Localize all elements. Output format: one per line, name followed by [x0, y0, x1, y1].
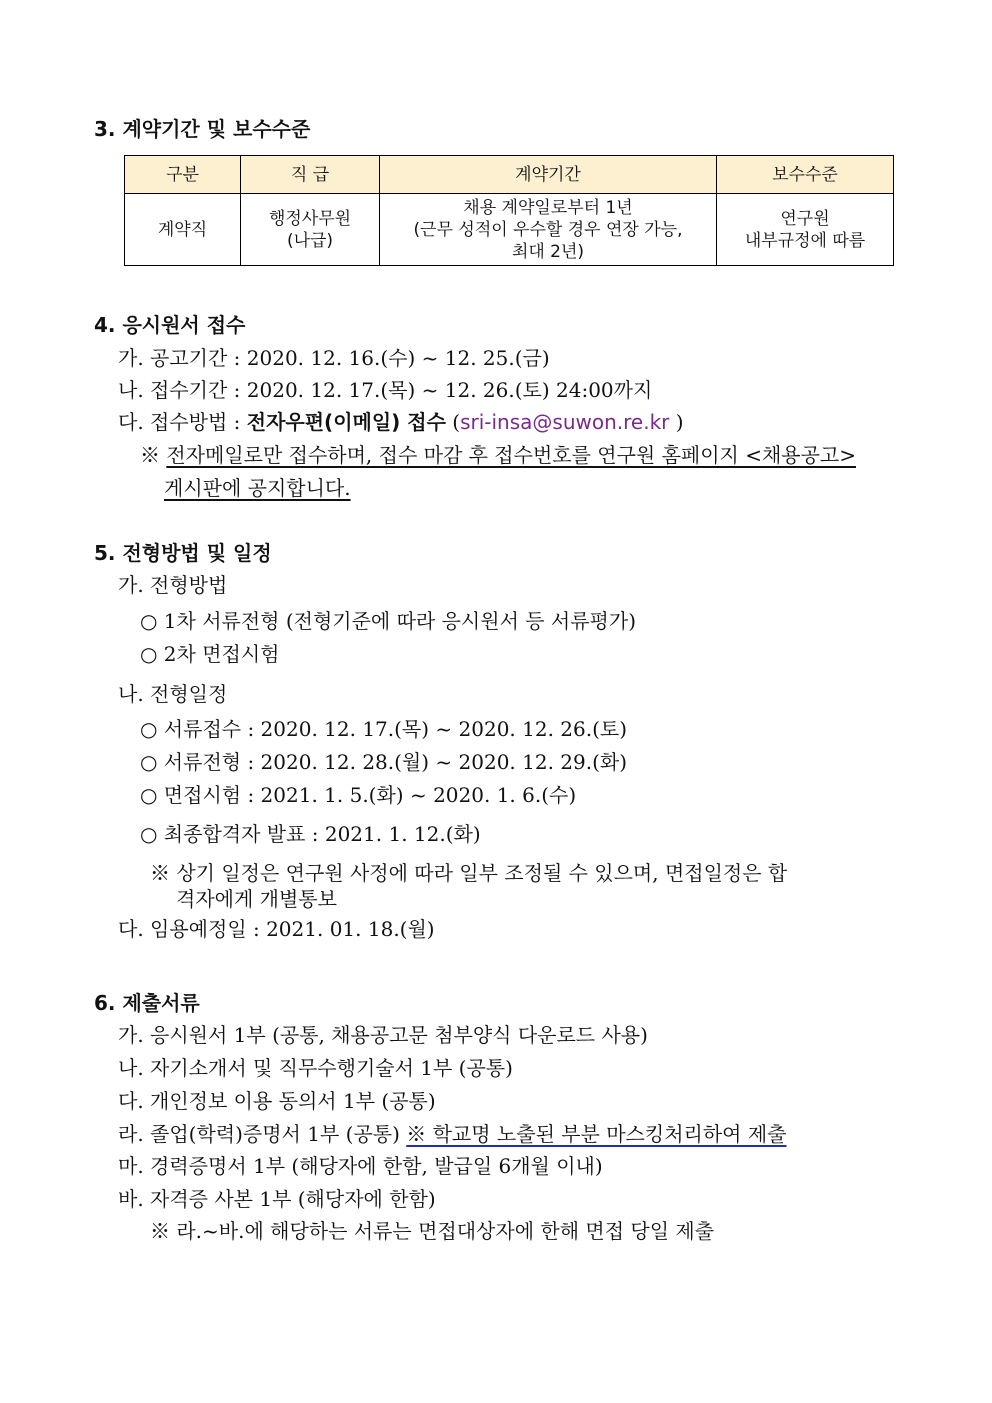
grade-line: (나급)	[286, 230, 334, 251]
posting-period: 가. 공고기간 : 2020. 12. 16.(수) ~ 12. 25.(금)	[118, 346, 550, 370]
period-line: (근무 성적이 우수할 경우 연장 가능,	[413, 219, 683, 240]
document-item-graduation	[118, 1122, 786, 1146]
document-item: 바. 자격증 사본 1부 (해당자에 한함)	[118, 1187, 436, 1211]
schedule-item: ○ 서류전형 : 2020. 12. 28.(월) ~ 2020. 12. 29.(화)	[140, 750, 628, 774]
note-mark: ※	[140, 443, 167, 467]
period-line: 최대 2년)	[511, 241, 585, 262]
receipt-method-label: 다. 접수방법 :	[118, 410, 247, 434]
table-row	[125, 194, 894, 266]
period-line: 채용 계약일로부터 1년	[463, 197, 633, 218]
section-6-heading: 6. 제출서류	[94, 991, 200, 1015]
grade-cell	[241, 194, 380, 266]
selection-method-item: ○ 2차 면접시험	[140, 642, 280, 666]
document-item: 가. 응시원서 1부 (공통, 채용공고문 첨부양식 다운로드 사용)	[118, 1023, 648, 1047]
selection-method-item: ○ 1차 서류전형 (전형기준에 따라 응시원서 등 서류평가)	[140, 609, 637, 633]
receipt-note-text: 전자메일로만 접수하며, 접수 마감 후 접수번호를 연구원 홈페이지 <채용공고>	[166, 443, 857, 467]
receipt-period: 나. 접수기간 : 2020. 12. 17.(목) ~ 12. 26.(토) 24:00까지	[118, 378, 653, 402]
document-item: 나. 자기소개서 및 직무수행기술서 1부 (공통)	[118, 1056, 513, 1080]
table-header-row	[125, 156, 894, 194]
table-header-cell: 직 급	[241, 156, 380, 194]
schedule-item: ○ 면접시험 : 2021. 1. 5.(화) ~ 2020. 1. 6.(수)	[140, 783, 577, 807]
pay-line: 연구원	[780, 208, 830, 229]
selection-method-title: 가. 전형방법	[118, 573, 228, 597]
grade-line: 행정사무원	[268, 208, 352, 229]
contract-type-cell: 계약직	[125, 194, 241, 266]
masking-note: ※ 학교명 노출된 부분 마스킹처리하여 제출	[406, 1122, 787, 1146]
receipt-note	[140, 443, 856, 467]
selection-schedule-title: 나. 전형일정	[118, 682, 228, 706]
receipt-method-value: 전자우편(이메일) 접수	[246, 410, 446, 434]
paren-open: (	[445, 410, 461, 434]
receipt-note-text: 게시판에 공지합니다.	[164, 476, 351, 500]
email-address: sri-insa@suwon.re.kr	[460, 410, 670, 434]
table-header-cell: 보수수준	[717, 156, 894, 194]
section-4-heading: 4. 응시원서 접수	[94, 313, 246, 337]
schedule-item: ○ 최종합격자 발표 : 2021. 1. 12.(화)	[140, 822, 481, 846]
receipt-note-continued	[164, 476, 351, 500]
appointment-date: 다. 임용예정일 : 2021. 01. 18.(월)	[118, 917, 435, 941]
contract-period-cell	[380, 194, 717, 266]
paren-close: )	[669, 410, 684, 434]
section-3-heading: 3. 계약기간 및 보수수준	[94, 117, 311, 141]
schedule-note: ※ 상기 일정은 연구원 사정에 따라 일부 조정될 수 있으며, 면접일정은 합	[150, 861, 788, 885]
document-item: 마. 경력증명서 1부 (해당자에 한함, 발급일 6개월 이내)	[118, 1154, 603, 1178]
schedule-item: ○ 서류접수 : 2020. 12. 17.(목) ~ 2020. 12. 26.(토)	[140, 717, 628, 741]
pay-line: 내부규정에 따름	[744, 230, 866, 251]
documents-note: ※ 라.~바.에 해당하는 서류는 면접대상자에 한해 면접 당일 제출	[150, 1219, 715, 1243]
schedule-note-continued: 격자에게 개별통보	[176, 887, 337, 911]
contract-pay-table	[124, 155, 894, 266]
pay-level-cell	[717, 194, 894, 266]
document-item: 다. 개인정보 이용 동의서 1부 (공통)	[118, 1089, 436, 1113]
table-header-cell: 계약기간	[380, 156, 717, 194]
section-5-heading: 5. 전형방법 및 일정	[94, 541, 272, 565]
table-header-cell: 구분	[125, 156, 241, 194]
receipt-method	[118, 410, 684, 434]
document-item-text: 라. 졸업(학력)증명서 1부 (공통)	[118, 1122, 407, 1146]
